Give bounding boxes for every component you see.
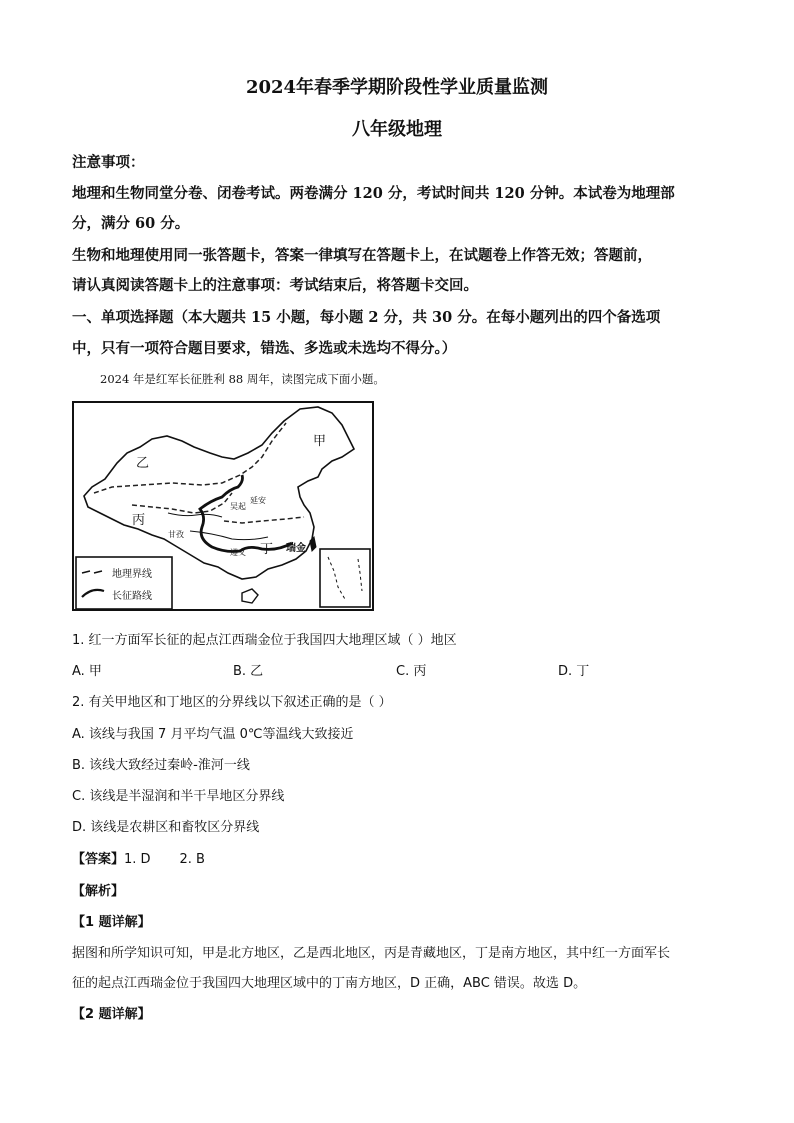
label-ding: 丁 [260, 542, 274, 557]
q1-stem: 1. 红一方面军长征的起点江西瑞金位于我国四大地理区域（ ）地区 [72, 633, 457, 648]
notes-heading: 注意事项： [72, 154, 145, 171]
q1-option-b: B. 乙 [233, 664, 264, 679]
china-map [72, 401, 374, 611]
notes-line-2: 分，满分 60 分。 [72, 215, 190, 232]
notes-line-3: 生物和地理使用同一张答题卡，答案一律填写在答题卡上，在试题卷上作答无效；答题前， [72, 247, 652, 264]
q2-option-a: A. 该线与我国 7 月平均气温 0℃等温线大致接近 [72, 727, 354, 742]
answer-label: 【答案】 [72, 852, 125, 867]
q2-option-b: B. 该线大致经过秦岭-淮河一线 [72, 758, 250, 773]
detail-2-label: 【2 题详解】 [72, 1007, 151, 1022]
notes-line-1: 地理和生物同堂分卷、闭卷考试。两卷满分 120 分，考试时间共 120 分钟。本试卷为地理部 [72, 185, 675, 202]
answer-line [72, 848, 205, 867]
label-yanan: 延安 [250, 496, 266, 505]
label-wuqi: 吴起 [230, 502, 246, 511]
exam-title: 2024年春季学期阶段性学业质量监测 [245, 77, 549, 98]
legend-boundary-label: 地理界线 [112, 569, 152, 580]
label-ruijin: 瑞金 [286, 543, 306, 554]
answer-text: 1. D 2. B [124, 852, 205, 867]
q2-stem: 2. 有关甲地区和丁地区的分界线以下叙述正确的是（ ） [72, 695, 392, 710]
label-gansu: 甘孜 [168, 530, 184, 539]
label-zunyi: 遵义 [230, 548, 246, 557]
section-1-line-1: 一、单项选择题（本大题共 15 小题，每小题 2 分，共 30 分。在每小题列出的四个备选项 [72, 309, 661, 326]
q2-option-d: D. 该线是农耕区和畜牧区分界线 [72, 820, 260, 835]
q1-option-d: D. 丁 [558, 664, 590, 679]
exam-subtitle: 八年级地理 [352, 119, 442, 140]
label-jia: 甲 [313, 434, 327, 449]
label-yi: 乙 [136, 456, 150, 471]
q2-option-c: C. 该线是半湿润和半干旱地区分界线 [72, 789, 285, 804]
section-1-line-2: 中，只有一项符合题目要求，错选、多选或未选均不得分。） [72, 340, 457, 357]
legend-route-label: 长征路线 [112, 591, 152, 602]
detail-1-line-2: 征的起点江西瑞金位于我国四大地理区域中的丁南方地区，D 正确，ABC 错误。故选 D。 [72, 976, 587, 991]
label-bing: 丙 [132, 513, 146, 528]
south-sea-inset [320, 549, 370, 607]
detail-1-label: 【1 题详解】 [72, 915, 151, 930]
detail-1-line-1: 据图和所学知识可知，甲是北方地区，乙是西北地区，丙是青藏地区，丁是南方地区，其中红一方面军长 [72, 946, 671, 961]
analysis-label: 【解析】 [72, 884, 125, 899]
china-map-figure [72, 401, 374, 611]
notes-line-4: 请认真阅读答题卡上的注意事项：考试结束后，将答题卡交回。 [72, 277, 478, 294]
q1-option-a: A. 甲 [72, 664, 102, 679]
q1-option-c: C. 丙 [396, 664, 427, 679]
question-intro: 2024 年是红军长征胜利 88 周年，读图完成下面小题。 [100, 372, 385, 386]
